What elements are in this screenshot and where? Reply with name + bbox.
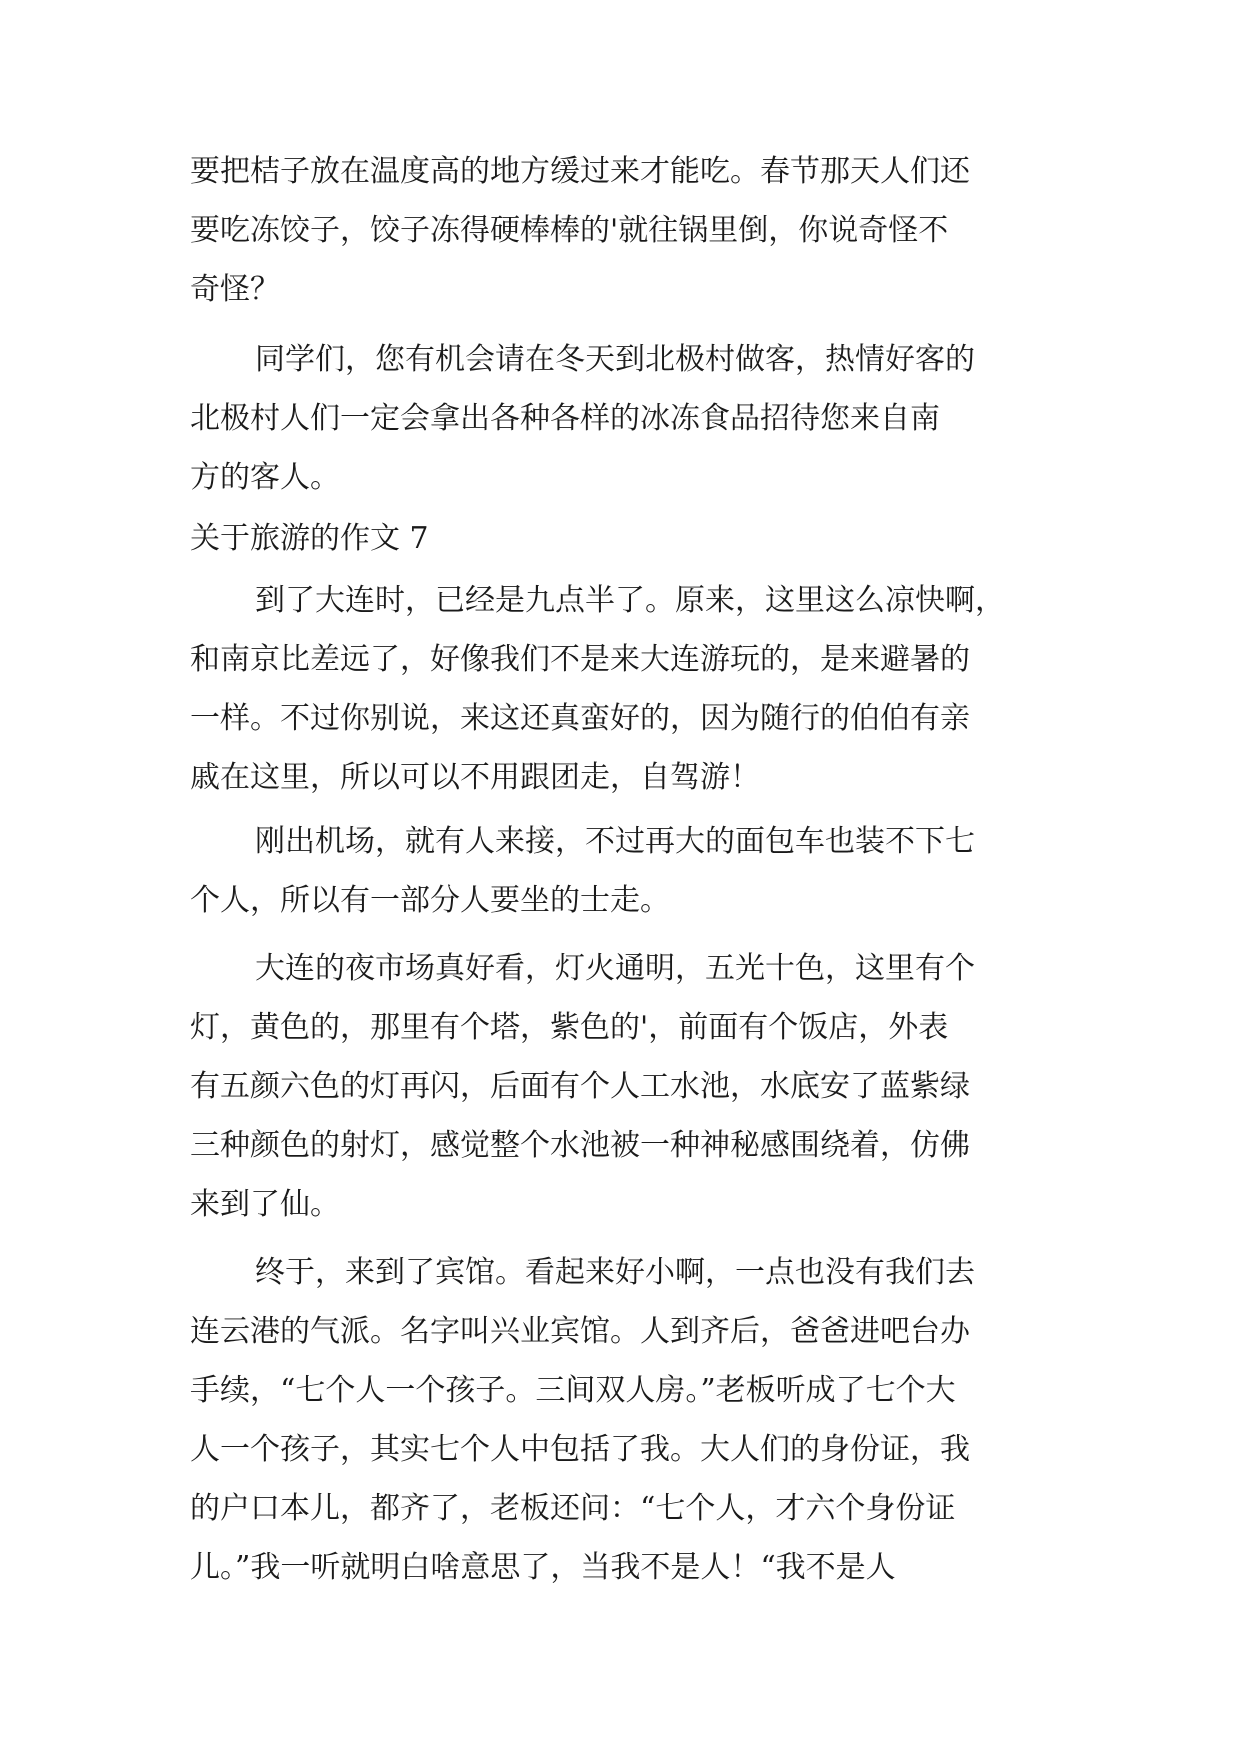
text-line: 要吃冻饺子，饺子冻得硬棒棒的'就往锅里倒，你说奇怪不: [190, 213, 949, 248]
text-line: 灯，黄色的，那里有个塔，紫色的'，前面有个饭店，外表: [190, 1010, 949, 1045]
text-line: 三种颜色的射灯，感觉整个水池被一种神秘感围绕着，仿佛: [190, 1128, 970, 1163]
text-line: 来到了仙。: [190, 1187, 340, 1222]
text-line: 个人，所以有一部分人要坐的士走。: [190, 883, 670, 918]
text-line: 的户口本儿，都齐了，老板还问：“七个人，才六个身份证: [190, 1491, 956, 1526]
paragraph-first-line: 同学们，您有机会请在冬天到北极村做客，热情好客的: [255, 342, 975, 377]
text-line: 北极村人们一定会拿出各种各样的冰冻食品招待您来自南: [190, 401, 940, 436]
text-line: 奇怪？: [190, 272, 280, 307]
text-line: 戚在这里，所以可以不用跟团走，自驾游！: [190, 760, 760, 795]
text-line: 有五颜六色的灯再闪，后面有个人工水池，水底安了蓝紫绿: [190, 1069, 970, 1104]
text-line: 要把桔子放在温度高的地方缓过来才能吃。春节那天人们还: [190, 154, 970, 189]
paragraph-first-line: 到了大连时，已经是九点半了。原来，这里这么凉快啊，: [255, 583, 1005, 618]
text-line: 儿。”我一听就明白啥意思了，当我不是人！“我不是人: [190, 1550, 896, 1585]
paragraph-first-line: 刚出机场，就有人来接，不过再大的面包车也装不下七: [255, 824, 975, 859]
text-line: 连云港的气派。名字叫兴业宾馆。人到齐后，爸爸进吧台办: [190, 1314, 970, 1349]
text-line: 一样。不过你别说，来这还真蛮好的，因为随行的伯伯有亲: [190, 701, 970, 736]
section-heading: 关于旅游的作文 7: [190, 521, 429, 556]
text-line: 和南京比差远了，好像我们不是来大连游玩的，是来避暑的: [190, 642, 970, 677]
text-line: 方的客人。: [190, 460, 340, 495]
paragraph-first-line: 终于，来到了宾馆。看起来好小啊，一点也没有我们去: [255, 1255, 975, 1290]
text-line: 手续，“七个人一个孩子。三间双人房。”老板听成了七个大: [190, 1373, 956, 1408]
paragraph-first-line: 大连的夜市场真好看，灯火通明，五光十色，这里有个: [255, 951, 975, 986]
text-line: 人一个孩子，其实七个人中包括了我。大人们的身份证，我: [190, 1432, 970, 1467]
